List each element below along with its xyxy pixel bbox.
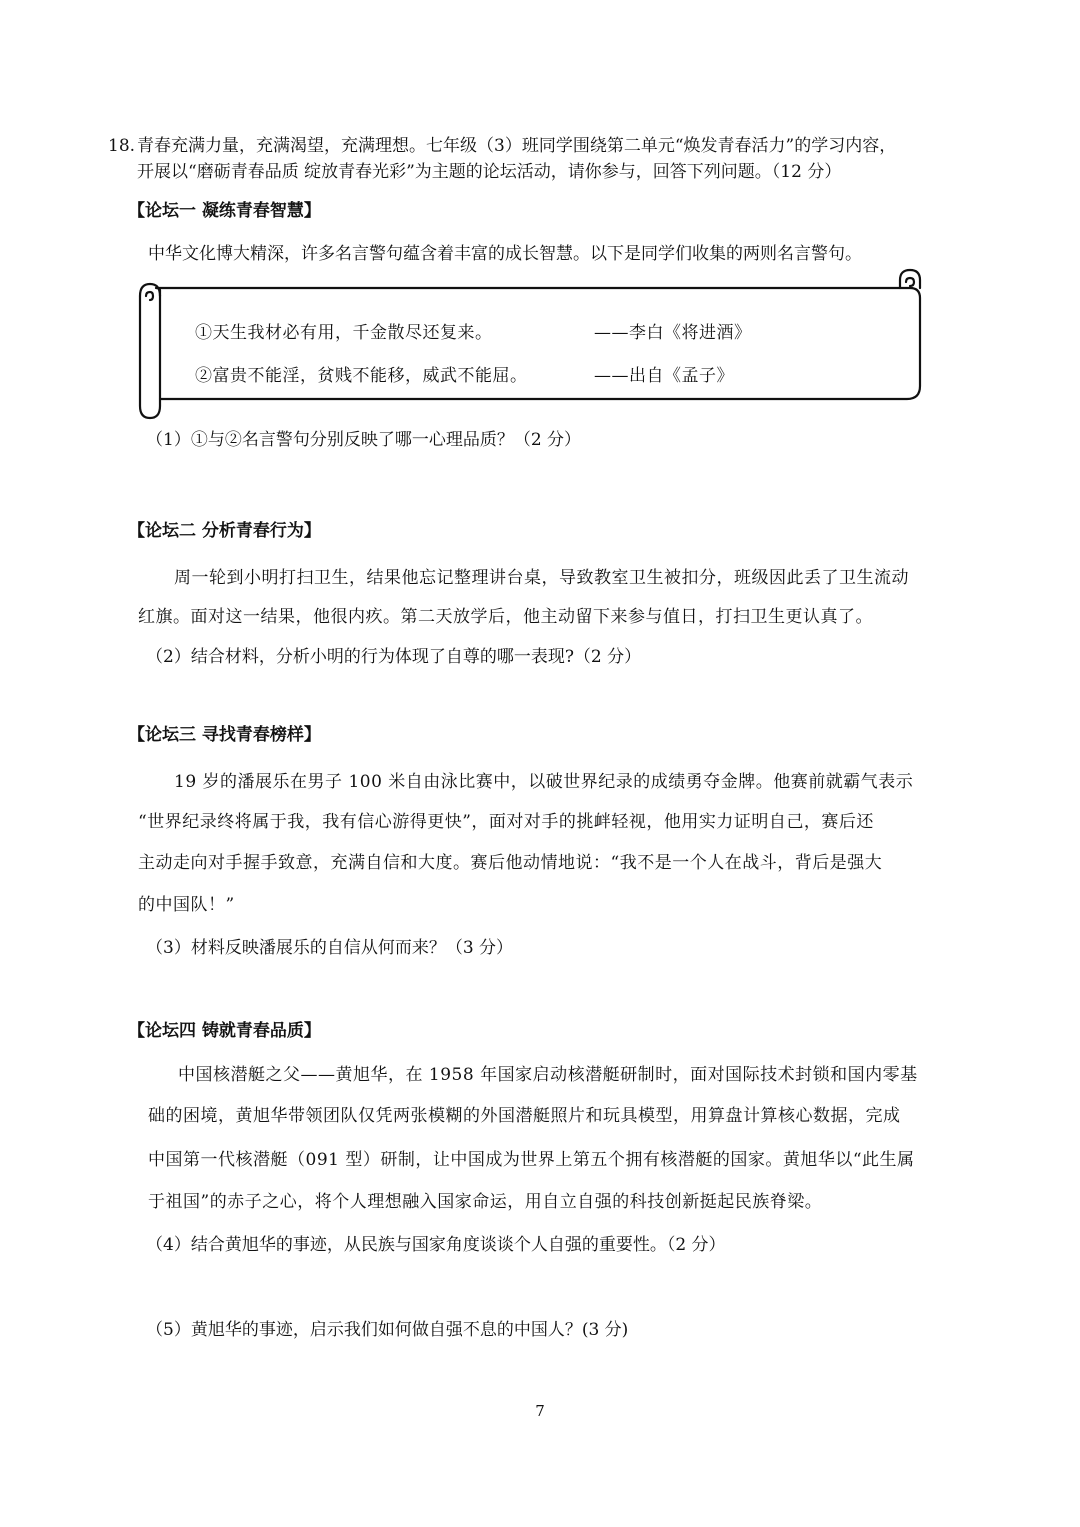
forum4-line4: 于祖国”的赤子之心，将个人理想融入国家命运，用自立自强的科技创新挺起民族脊梁。 (148, 1192, 823, 1212)
forum1-text: 中华文化博大精深，许多名言警句蕴含着丰富的成长智慧。以下是同学们收集的两则名言警句。 (148, 244, 862, 264)
quote-1-source: ——李白《将进酒》 (594, 323, 752, 343)
quote-2-source: ——出自《孟子》 (594, 366, 734, 386)
question-intro-line1: 青春充满力量，充满渴望，充满理想。七年级（3）班同学围绕第二单元“焕发青春活力”的学习内容， (137, 136, 897, 156)
quote-1-text: ①天生我材必有用，千金散尽还复来。 (195, 323, 493, 343)
question-2: （2）结合材料，分析小明的行为体现了自尊的哪一表现?（2 分） (146, 647, 642, 667)
question-1: （1）①与②名言警句分别反映了哪一心理品质？（2 分） (146, 430, 582, 450)
question-3: （3）材料反映潘展乐的自信从何而来？（3 分） (146, 938, 514, 958)
question-intro-line2: 开展以“磨砺青春品质 绽放青春光彩”为主题的论坛活动，请你参与，回答下列问题。（12 分） (137, 162, 842, 182)
forum4-line1: 中国核潜艇之父——黄旭华，在 1958 年国家启动核潜艇研制时，面对国际技术封锁和国内零基 (178, 1065, 918, 1085)
forum4-heading: 【论坛四 铸就青春品质】 (128, 1021, 321, 1041)
page-number: 7 (535, 1402, 545, 1420)
forum3-line1: 19 岁的潘展乐在男子 100 米自由泳比赛中，以破世界纪录的成绩勇夺金牌。他赛前就霸气表示 (174, 772, 914, 792)
quote-2-text: ②富贵不能淫，贫贱不能移，威武不能屈。 (195, 366, 528, 386)
forum2-line2: 红旗。面对这一结果，他很内疚。第二天放学后，他主动留下来参与值日，打扫卫生更认真了。 (138, 607, 873, 627)
forum1-heading: 【论坛一 凝练青春智慧】 (128, 201, 321, 221)
forum3-line4: 的中国队！” (138, 895, 235, 915)
forum3-line3: 主动走向对手握手致意，充满自信和大度。赛后他动情地说：“我不是一个人在战斗，背后是强大 (138, 853, 883, 873)
forum4-line3: 中国第一代核潜艇（091 型）研制，让中国成为世界上第五个拥有核潜艇的国家。黄旭华以“此生属 (148, 1150, 915, 1170)
forum4-line2: 础的困境，黄旭华带领团队仅凭两张模糊的外国潜艇照片和玩具模型，用算盘计算核心数据，完成 (148, 1106, 901, 1126)
forum3-heading: 【论坛三 寻找青春榜样】 (128, 725, 321, 745)
forum2-line1: 周一轮到小明打扫卫生，结果他忘记整理讲台桌，导致教室卫生被扣分，班级因此丢了卫生流动 (174, 568, 909, 588)
forum2-heading: 【论坛二 分析青春行为】 (128, 521, 321, 541)
question-number: 18. (108, 136, 136, 156)
question-5: （5）黄旭华的事迹，启示我们如何做自强不息的中国人？(3 分) (146, 1320, 629, 1340)
forum3-line2: “世界纪录终将属于我，我有信心游得更快”，面对对手的挑衅轻视，他用实力证明自己，赛后还 (138, 812, 874, 832)
question-4: （4）结合黄旭华的事迹，从民族与国家角度谈谈个人自强的重要性。（2 分） (146, 1235, 726, 1255)
